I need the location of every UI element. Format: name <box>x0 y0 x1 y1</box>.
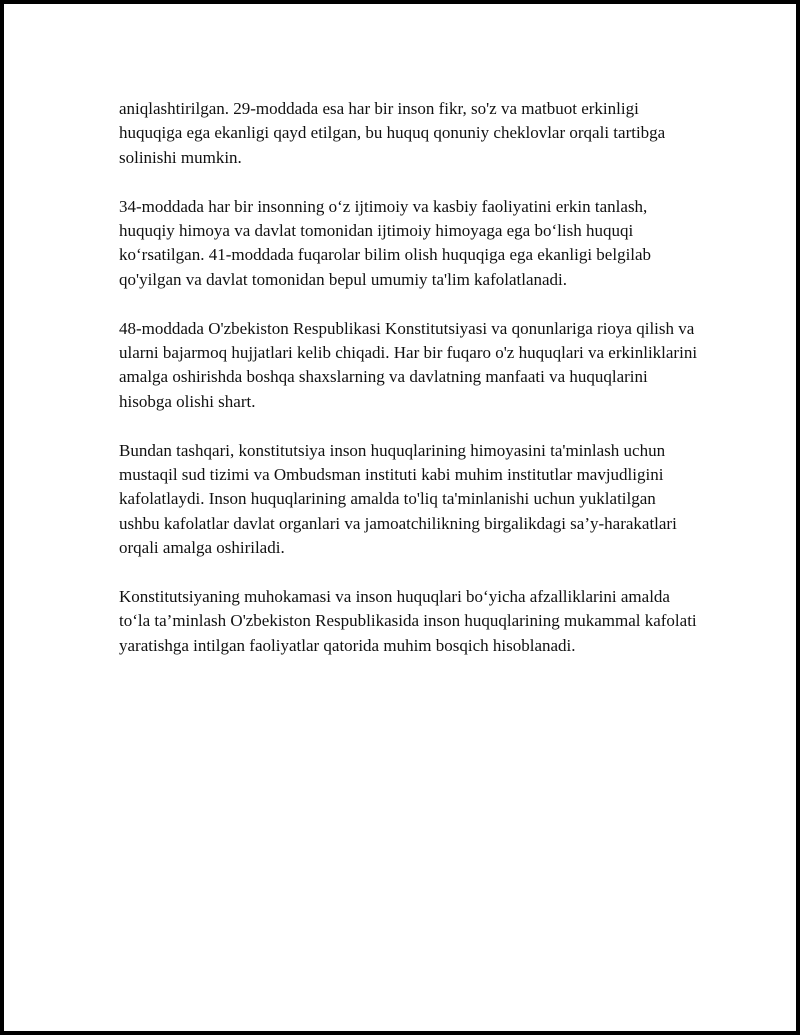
document-body <box>119 97 699 683</box>
paragraph-2: 34-moddada har bir insonning o‘z ijtimoiy va kasbiy faoliyatini erkin tanlash, huquqiy himoya va davlat tomonidan ijtimoiy himoyaga ega bo‘lish huquqi ko‘rsatilgan. 41-moddada fuqarolar bilim olish huquqiga ega ekanligi belgilab qo'yilgan va davlat tomonidan bepul umumiy ta'lim kafolatlanadi. <box>119 196 652 289</box>
paragraph-5: Konstitutsiyaning muhokamasi va inson huquqlari bo‘yicha afzalliklarini amalda to‘la ta’minlash O'zbekiston Respublikasida inson huquqlarining mukammal kafolati yaratishga intilgan faoliyatlar qatorida muhim bosqich hisoblanadi. <box>119 587 697 655</box>
paragraph-4: Bundan tashqari, konstitutsiya inson huquqlarining himoyasini ta'minlash uchun mustaqil sud tizimi va Ombudsman instituti kabi muhim institutlar mavjudligini kafolatlaydi. Inson huquqlarining amalda to'liq ta'minlanishi uchun yuklatilgan ushbu kafolatlar davlat organlari va jamoatchilikning birgalikdagi sa’y-harakatlari orqali amalga oshiriladi. <box>119 440 677 558</box>
paragraph-1: aniqlashtirilgan. 29-moddada esa har bir inson fikr, so'z va matbuot erkinligi huquqiga ega ekanligi qayd etilgan, bu huquq qonuniy cheklovlar orqali tartibga solinishi mumkin. <box>119 99 666 167</box>
paragraph-3: 48-moddada O'zbekiston Respublikasi Konstitutsiyasi va qonunlariga rioya qilish va ularni bajarmoq hujjatlari kelib chiqadi. Har bir fuqaro o'z huquqlari va erkinliklarini amalga oshirishda boshqa shaxslarning va davlatning manfaati va huquqlarini hisobga olishi shart. <box>119 318 698 411</box>
